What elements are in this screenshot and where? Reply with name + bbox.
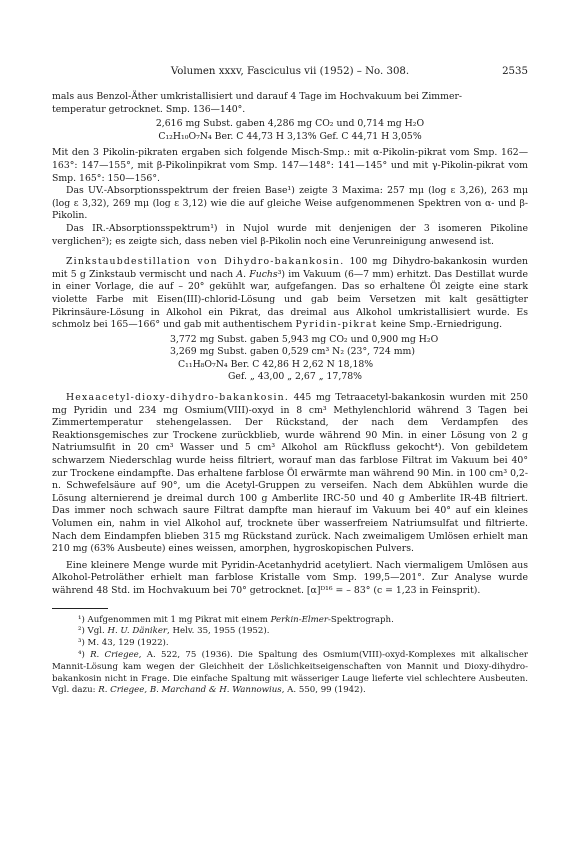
page-body	[52, 91, 528, 697]
analysis-line: C₁₁H₈O₇N₄ Ber. C 42,86 H 2,62 N 18,18%	[178, 358, 374, 370]
text-line: temperatur getrocknet. Smp. 136—140°.	[52, 103, 246, 115]
analysis-line: 3,772 mg Subst. gaben 5,943 mg CO₂ und 0,900 mg H₂O	[170, 333, 439, 345]
footnote-text: , A. 522, 75 (1936). Die Spaltung des Osmium(VIII)-oxyd-Komplexes mit alkalischer Mannit-Lösung kam wegen der Gleichheit der Löslichkeitseigenschaften von Mannit und Dioxy-dihydro-bakankosin nicht in Frage. Die einfache Spaltung mit wässeriger Lauge lieferte viel schlechtere Ausbeuten. Vgl. dazu:	[52, 649, 529, 696]
footnote-3: ³) M. 43, 129 (1922).	[78, 638, 169, 649]
running-title: Volumen xxxv, Fasciculus vii (1952) – No. 308.	[170, 66, 410, 77]
paragraph-acetylation: Eine kleinere Menge wurde mit Pyridin-Acetanhydrid acetyliert. Nach viermaligem Umlösen aus Alkohol-Petroläther erhielt man farblose Kristalle vom Smp. 199,5—201°. Zur Analyse wurde während 48 Std. im Hochvakuum bei 70° getrocknet. [α]ᴰ¹⁶ = – 83° (c = 1,23 in Feinsprit).	[52, 559, 528, 596]
footnote-text: , Helv. 35, 1955 (1952).	[167, 626, 270, 637]
paragraph-continuation	[52, 91, 528, 116]
paragraph-text: 445 mg Tetraacetyl-bakankosin wurden mit 250 mg Pyridin und 234 mg Osmium(VIII)-oxyd in 8 cm³ Methylenchlorid während 3 Tagen bei Zimmertemperatur stehengelassen. Der Rückstand, der nach dem Verdampfen des Reaktionsgemisches zur Trockene zurückblieb, wurde während 90 Min. in einer Lösung von 2 g Natriumsulfit in 20 cm³ Wasser und 5 cm³ Alkohol am Rückfluss gekocht⁴). Von gebildetem schwarzem Niederschlag wurde heiss filtriert, worauf man das farblose Filtrat im Vakuum bei 40° zur Trockene eindampfte. Das erhaltene farblose Öl erwärmte man während 90 Min. in 100 cm³ 0,2-n. Schwefelsäure auf 90°, um die Acetyl-Gruppen zu verseifen. Nach dem Abkühlen wurde die Lösung alternierend je dreimal durch 100 g Amberlite IRC-50 und 40 g Amberlite IR-4B filtriert. Das immer noch schwach saure Filtrat dampfte man hierauf im Vakuum bei 40° auf ein kleines Volumen ein, nahm in viel Alkohol auf, trocknete über wasserfreiem Natriumsulfat und filtrierte. Nach dem Eindampfen blieben 315 mg Rückstand zurück. Nach zweimaligem Umlösen erhielt man 210 mg (63% Ausbeute) eines weissen, amorphen, hygroskopischen Pulvers.	[52, 392, 528, 555]
footnote-1	[52, 615, 528, 627]
footnote-text: -Spektrograph.	[328, 614, 394, 625]
footnote-italic: Perkin-Elmer	[270, 614, 328, 625]
footnote-italic: R. Criegee	[90, 649, 139, 660]
footnote-2	[52, 626, 528, 638]
section-heading: Zinkstaubdestillation von Dihydro-bakankosin.	[66, 256, 345, 268]
paragraph-text: ³) im Vakuum (6—7 mm) erhitzt. Das Destillat wurde in einer Vorlage, die auf – 20° gekühlt war, aufgefangen. Das so erhaltene Öl zeigte eine stark violette Farbe mit Eisen(III)-chlorid-Lösung und gab beim Versetzen mit kalt gesättigter Pikrinsäure-Lösung in Alkohol ein Pikrat, das dreimal aus Alkohol umkristallisiert wurde. Es schmolz bei 165—166° und gab mit authentischem	[52, 268, 528, 331]
text-line: mals aus Benzol-Äther umkristallisiert und darauf 4 Tage im Hochvakuum bei Zimmer-	[52, 91, 463, 102]
analysis-line: Gef. „ 43,00 „ 2,67 „ 17,78%	[228, 371, 362, 383]
footnote-text: , A. 550, 99 (1942).	[281, 685, 366, 696]
footnote-italic: R. Criegee, B. Marchand & H. Wannowius	[98, 685, 282, 696]
footnote-text: ¹) Aufgenommen mit 1 mg Pikrat mit einem	[78, 614, 271, 625]
page-number: 2535	[502, 66, 528, 77]
cited-author: A. Fuchs	[236, 268, 278, 280]
footnote-divider	[52, 608, 108, 609]
footnote-italic: H. U. Däniker	[107, 626, 168, 637]
footnote-text: ²) Vgl.	[78, 626, 108, 637]
elemental-analysis-2	[170, 334, 528, 384]
page-header	[52, 66, 528, 80]
footnotes	[52, 615, 528, 698]
paragraph-mixed-melting-points: Mit den 3 Pikolin-pikraten ergaben sich folgende Misch-Smp.: mit α-Pikolin-pikrat vom Smp. 162—163°: 147—155°, mit β-Pikolinpikrat vom Smp. 147—148°: 141—145° und mit γ-Pikolin-pikrat vom Smp. 165°: 150—156°.	[52, 147, 528, 184]
paragraph-zinc-dust-distillation	[52, 256, 528, 332]
paragraph-uv-spectrum: Das UV.-Absorptionsspektrum der freien Base¹) zeigte 3 Maxima: 257 mμ (log ε 3,26), 263 mμ (log ε 3,32), 269 mμ (log ε 3,12) wie die auf gleiche Weise aufgenommenen Spektren von α- und β-Pikolin.	[52, 185, 528, 222]
footnote-4	[52, 650, 528, 697]
analysis-line: C₁₂H₁₀O₇N₄ Ber. C 44,73 H 3,13% Gef. C 44,71 H 3,05%	[158, 130, 422, 142]
paragraph-text: keine Smp.-Erniedrigung.	[377, 319, 503, 331]
paragraph-text: 100 mg Dihydro-bakankosin wurden mit 5 g Zinkstaub vermischt und nach	[52, 256, 528, 280]
compound-name: Pyridin-pikrat	[295, 319, 378, 331]
analysis-line: 3,269 mg Subst. gaben 0,529 cm³ N₂ (23°, 724 mm)	[170, 346, 415, 358]
paragraph-hexaacetyl	[52, 392, 528, 556]
paragraph-ir-spectrum: Das IR.-Absorptionsspektrum¹) in Nujol wurde mit denjenigen der 3 isomeren Pikoline verglichen²); es zeigte sich, dass neben viel β-Pikolin noch eine Verunreinigung anwesend ist.	[52, 222, 528, 247]
elemental-analysis-1	[52, 118, 528, 143]
section-heading: Hexaacetyl-dioxy-dihydro-bakankosin.	[66, 392, 289, 404]
footnote-text: ⁴)	[78, 649, 91, 660]
analysis-line: 2,616 mg Subst. gaben 4,286 mg CO₂ und 0,714 mg H₂O	[155, 118, 425, 130]
